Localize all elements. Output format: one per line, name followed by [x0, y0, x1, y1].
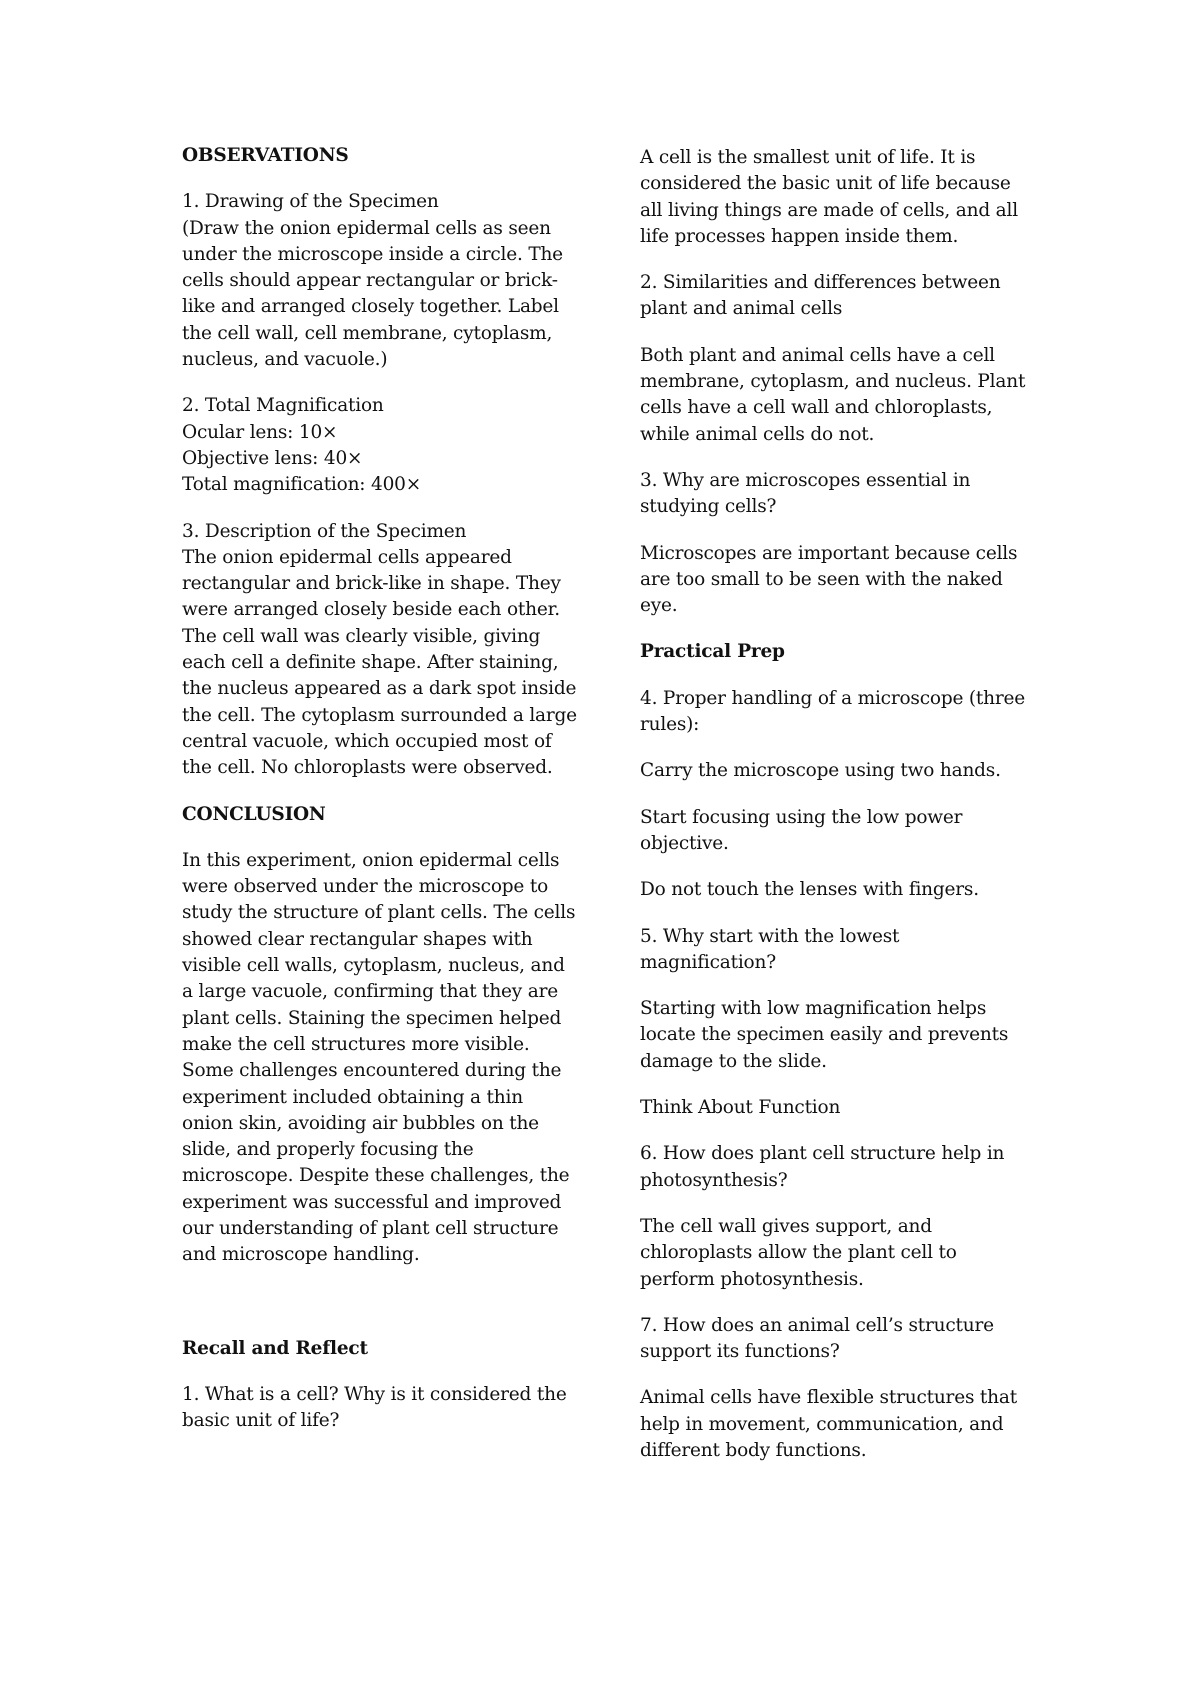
drawing-section	[182, 189, 577, 373]
rule-1: Carry the microscope using two hands.	[640, 760, 1001, 782]
drawing-title: 1. Drawing of the Specimen	[182, 191, 439, 213]
question-7: 7. How does an animal cell’s structure support its functions?	[640, 1314, 994, 1363]
rule-3: Do not touch the lenses with fingers.	[640, 879, 979, 901]
answer-7: Animal cells have flexible structures that help in movement, communication, and different body functions.	[640, 1387, 1017, 1461]
answer-5: Starting with low magnification helps locate the specimen easily and prevents damage to the slide.	[640, 998, 1009, 1072]
description-title: 3. Description of the Specimen	[182, 520, 467, 542]
description-section	[182, 519, 577, 782]
ocular-lens: Ocular lens: 10×	[182, 421, 338, 443]
answer-1: A cell is the smallest unit of life. It is considered the basic unit of life because all living things are made of cells, and all life processes happen inside them.	[640, 147, 1018, 247]
rule-2: Start focusing using the low power objective.	[640, 806, 963, 854]
total-magnification: Total magnification: 400×	[182, 474, 422, 496]
question-4: 4. Proper handling of a microscope (three rules):	[640, 687, 1025, 736]
objective-lens: Objective lens: 40×	[182, 447, 363, 469]
question-5: 5. Why start with the lowest magnification?	[640, 925, 900, 973]
description-text: The onion epidermal cells appeared rectangular and brick-like in shape. They were arranged closely beside each other. The cell wall was clearly visible, giving each cell a definite shape. After staining, the nucleus appeared as a dark spot inside the cell. The cytoplasm surrounded a large central vacuole, which occupied most of the cell. No chloroplasts were observed.	[182, 546, 577, 779]
drawing-instructions: (Draw the onion epidermal cells as seen under the microscope inside a circle. The cells should appear rectangular or brick-like and arranged closely together. Label the cell wall, cell membrane, cytoplasm, nucleus, and vacuole.)	[182, 217, 563, 371]
question-2: 2. Similarities and differences between plant and animal cells	[640, 272, 1001, 320]
conclusion-heading: CONCLUSION	[182, 803, 326, 825]
conclusion-text: In this experiment, onion epidermal cells were observed under the microscope to study the structure of plant cells. The cells showed clear rectangular shapes with visible cell walls, cytoplasm, nucleus, and a large vacuole, confirming that they are plant cells. Staining the specimen helped make the cell structures more visible. Some challenges encountered during the experiment included obtaining a thin onion skin, avoiding air bubbles on the slide, and properly focusing the microscope. Despite these challenges, the experiment was successful and improved our understanding of plant cell structure and microscope handling.	[182, 849, 576, 1266]
answer-3: Microscopes are important because cells are too small to be seen with the naked eye.	[640, 542, 1018, 617]
right-column	[640, 145, 1035, 1484]
answer-6: The cell wall gives support, and chloroplasts allow the plant cell to perform photosynthesis.	[640, 1215, 957, 1290]
observations-heading: OBSERVATIONS	[182, 145, 349, 166]
question-3: 3. Why are microscopes essential in studying cells?	[640, 469, 971, 518]
recall-heading: Recall and Reflect	[182, 1337, 368, 1359]
magnification-title: 2. Total Magnification	[182, 395, 384, 417]
practical-heading: Practical Prep	[640, 641, 785, 663]
question-1: 1. What is a cell? Why is it considered the basic unit of life?	[182, 1383, 567, 1432]
function-heading: Think About Function	[640, 1097, 841, 1119]
magnification-section	[182, 393, 577, 498]
answer-2: Both plant and animal cells have a cell membrane, cytoplasm, and nucleus. Plant cells have a cell wall and chloroplasts, while animal cells do not.	[640, 344, 1026, 445]
left-column	[182, 143, 577, 1454]
question-6: 6. How does plant cell structure help in photosynthesis?	[640, 1143, 1005, 1191]
section-gap	[182, 1289, 577, 1336]
